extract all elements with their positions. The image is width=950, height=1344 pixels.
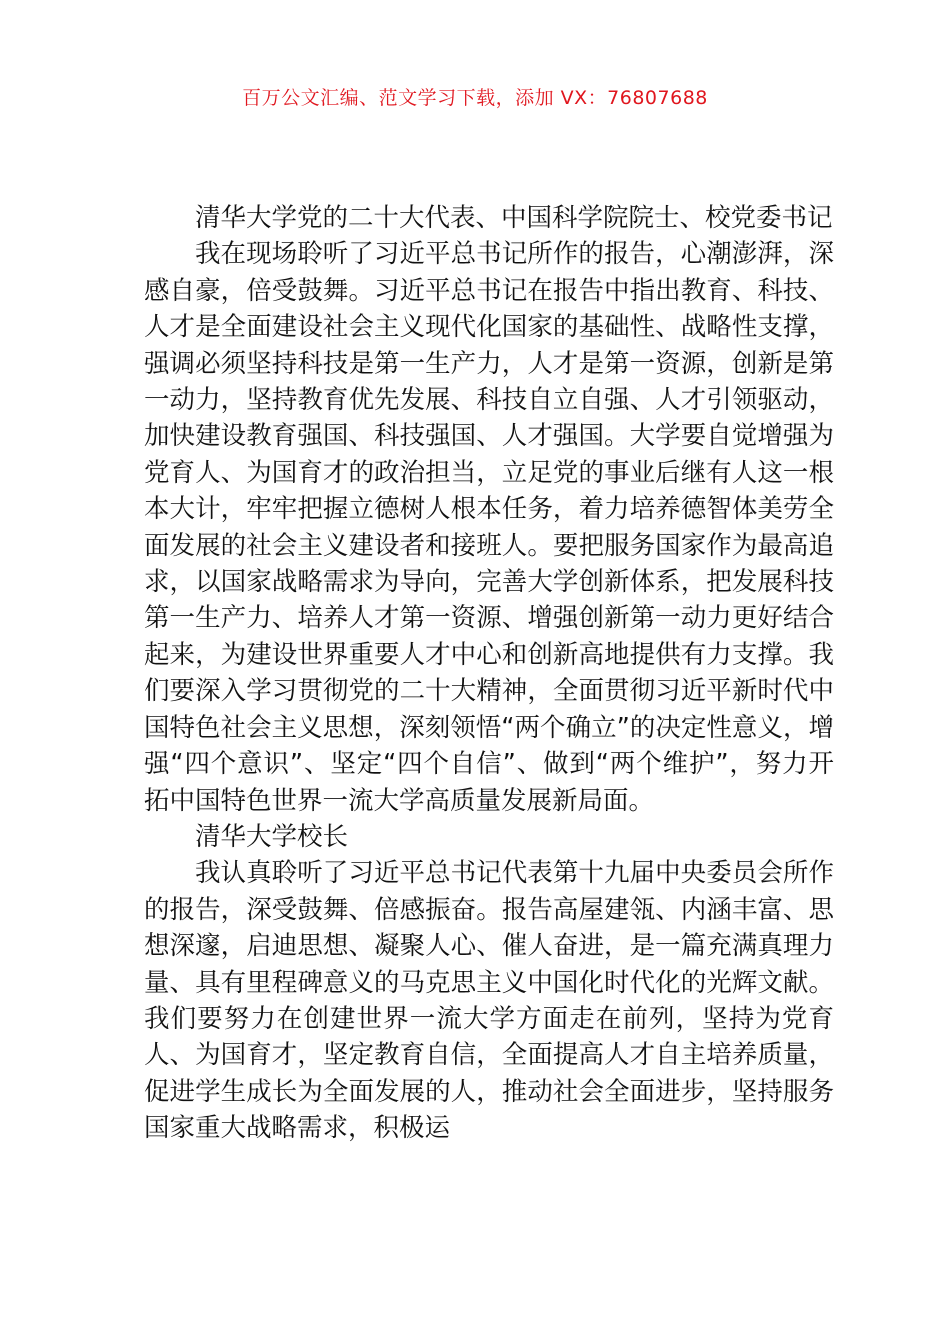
- watermark-notice: 百万公文汇编、范文学习下载，添加 VX：76807688: [242, 87, 708, 109]
- author-title-line: 清华大学校长: [195, 821, 349, 852]
- body-paragraph: 我认真聆听了习近平总书记代表第十九届中央委员会所作的报告，深受鼓舞、倍感振奋。报告高屋建瓴、内涵丰富、思想深邃，启迪思想、凝聚人心、催人奋进，是一篇充满真理力量、具有里程碑意义的马克思主义中国化时代化的光辉文献。我们要努力在创建世界一流大学方面走在前列，坚持为党育人、为国育才，坚定教育自信，全面提高人才自主培养质量，促进学生成长为全面发展的人，推动社会全面进步，坚持服务国家重大战略需求，积极运: [144, 858, 834, 1144]
- author-title-line: 清华大学党的二十大代表、中国科学院院士、校党委书记: [195, 203, 833, 233]
- document-body: [144, 200, 834, 1147]
- body-paragraph: 我在现场聆听了习近平总书记所作的报告，心潮澎湃，深感自豪，倍受鼓舞。习近平总书记在报告中指出教育、科技、人才是全面建设社会主义现代化国家的基础性、战略性支撑，强调必须坚持科技是第一生产力，人才是第一资源，创新是第一动力，坚持教育优先发展、科技自立自强、人才引领驱动，加快建设教育强国、科技强国、人才强国。大学要自觉增强为党育人、为国育才的政治担当，立足党的事业后继有人这一根本大计，牢牢把握立德树人根本任务，着力培养德智体美劳全面发展的社会主义建设者和接班人。要把服务国家作为最高追求，以国家战略需求为导向，完善大学创新体系，把发展科技第一生产力、培养人才第一资源、增强创新第一动力更好结合起来，为建设世界重要人才中心和创新高地提供有力支撑。我们要深入学习贯彻党的二十大精神，全面贯彻习近平新时代中国特色社会主义思想，深刻领悟“两个确立”的决定性意义，增强“四个意识”、坚定“四个自信”、做到“两个维护”，努力开拓中国特色世界一流大学高质量发展新局面。: [144, 239, 834, 816]
